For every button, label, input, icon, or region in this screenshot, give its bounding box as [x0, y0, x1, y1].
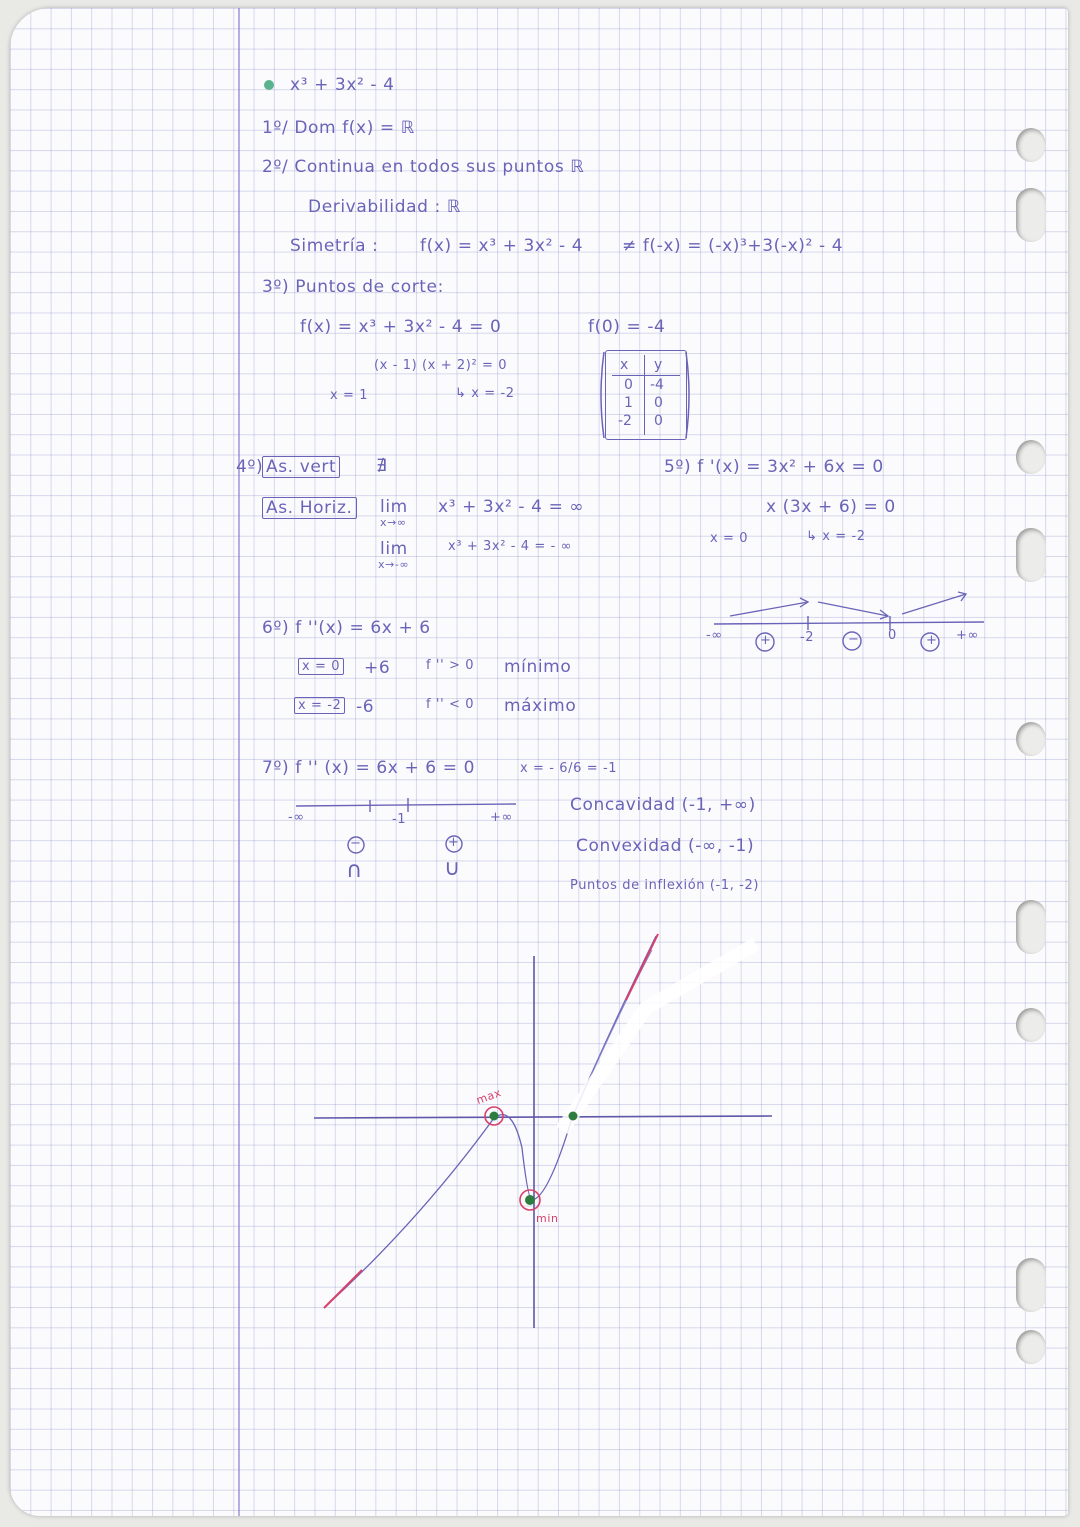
- root-1: x = 1: [330, 388, 369, 403]
- derivability: Derivabilidad : ℝ: [308, 197, 461, 217]
- step-4-label: 4º): [236, 457, 264, 477]
- red-end-right: [626, 934, 658, 1000]
- table-bracket-left: [601, 352, 604, 438]
- increasing-arrow: [902, 594, 966, 614]
- concave-up-symbol: ∪: [444, 856, 461, 881]
- x-minus-2-value: -6: [356, 697, 375, 717]
- root-point: [569, 1112, 578, 1121]
- plus-circle: [756, 633, 774, 651]
- x0-sign: f '' > 0: [426, 658, 475, 673]
- limit-2-sub: x→-∞: [378, 558, 410, 571]
- sign5-minus-two: -2: [800, 630, 815, 645]
- step-5-first-derivative: 5º) f '(x) = 3x² + 6x = 0: [664, 457, 884, 477]
- step-3-intercepts: 3º) Puntos de corte:: [262, 277, 444, 297]
- table-header-y: y: [654, 357, 663, 373]
- sign5-axis: [714, 622, 984, 624]
- convexity: Convexidad (-∞, -1): [576, 836, 755, 856]
- symmetry-f-minus-x: ≠ f(-x) = (-x)³+3(-x)² - 4: [622, 236, 844, 256]
- min-label: min: [536, 1212, 559, 1225]
- minus-circle: [843, 632, 861, 650]
- table-cell: 0: [624, 377, 633, 393]
- red-end-left: [324, 1270, 362, 1308]
- maximum-word: máximo: [504, 696, 577, 716]
- root-2: ↳ x = -2: [455, 386, 515, 401]
- step-1-domain: 1º/ Dom f(x) = ℝ: [262, 118, 415, 138]
- sign5-zero: 0: [888, 628, 897, 643]
- increasing-arrow: [730, 602, 808, 616]
- max-label: max: [474, 1085, 504, 1108]
- vertical-asymptote-box: As. vert: [262, 456, 340, 478]
- table-bracket-right: [686, 352, 689, 438]
- factorization: (x - 1) (x + 2)² = 0: [374, 358, 508, 373]
- not-exists-symbol: ∄: [376, 456, 388, 476]
- inflection-points: Puntos de inflexión (-1, -2): [570, 878, 759, 893]
- table-header-x: x: [620, 357, 629, 373]
- step-6-second-derivative: 6º) f ''(x) = 6x + 6: [262, 618, 431, 638]
- table-cell: -4: [650, 377, 664, 393]
- function-title: x³ + 3x² - 4: [290, 75, 395, 95]
- first-derivative-factor: x (3x + 6) = 0: [766, 497, 896, 517]
- x-minus-2-box: x = -2: [294, 697, 345, 714]
- minus-circle: [348, 837, 364, 853]
- concavity: Concavidad (-1, +∞): [570, 795, 756, 815]
- x0-box: x = 0: [298, 658, 344, 675]
- intercept-equation: f(x) = x³ + 3x² - 4 = 0: [300, 317, 502, 337]
- horizontal-asymptote-box: As. Horiz.: [262, 497, 357, 519]
- limit-1-sub: x→∞: [380, 516, 407, 529]
- sign7-pos-inf: +∞: [490, 810, 513, 825]
- step-2-continuity: 2º/ Continua en todos sus puntos ℝ: [262, 157, 585, 177]
- symmetry-fx: f(x) = x³ + 3x² - 4: [420, 236, 584, 256]
- sign5-plus-2: +: [926, 633, 938, 648]
- sign5-minus: −: [848, 632, 860, 647]
- sign5-neg-inf: -∞: [706, 628, 723, 643]
- eraser-mark: [562, 944, 756, 1130]
- limit-1: lim: [380, 497, 408, 517]
- sign5-pos-inf: +∞: [956, 628, 979, 643]
- x-axis: [314, 1116, 772, 1118]
- min-point: [525, 1195, 535, 1205]
- function-curve: [326, 936, 656, 1306]
- table-cell: 1: [624, 395, 633, 411]
- max-point: [490, 1112, 499, 1121]
- table-cell: -2: [618, 413, 632, 429]
- limit-2: lim: [380, 539, 408, 559]
- f-of-zero: f(0) = -4: [588, 317, 666, 337]
- plus-circle: [921, 633, 939, 651]
- sign7-axis: [296, 804, 516, 806]
- sign5-plus-1: +: [760, 633, 772, 648]
- step-7-inflection: 7º) f '' (x) = 6x + 6 = 0: [262, 758, 475, 778]
- sign7-neg-inf: -∞: [288, 810, 305, 825]
- critical-point-2: ↳ x = -2: [806, 529, 866, 544]
- sign7-minus-one: -1: [392, 812, 407, 827]
- minimum-word: mínimo: [504, 657, 572, 677]
- table-cell: 0: [654, 395, 663, 411]
- concave-down-symbol: ∩: [346, 858, 363, 883]
- x-minus-2-sign: f '' < 0: [426, 697, 475, 712]
- inflection-x: x = - 6/6 = -1: [520, 761, 618, 776]
- symmetry-label: Simetría :: [290, 236, 379, 256]
- decreasing-arrow: [818, 602, 888, 616]
- table-cell: 0: [654, 413, 663, 429]
- critical-point-1: x = 0: [710, 531, 749, 546]
- limit-1-expr: x³ + 3x² - 4 = ∞: [438, 497, 585, 517]
- sign7-plus: +: [448, 835, 460, 850]
- sign7-minus: −: [350, 836, 362, 851]
- plus-circle: [446, 836, 462, 852]
- limit-2-expr: x³ + 3x² - 4 = - ∞: [448, 539, 573, 554]
- x0-value: +6: [364, 658, 391, 678]
